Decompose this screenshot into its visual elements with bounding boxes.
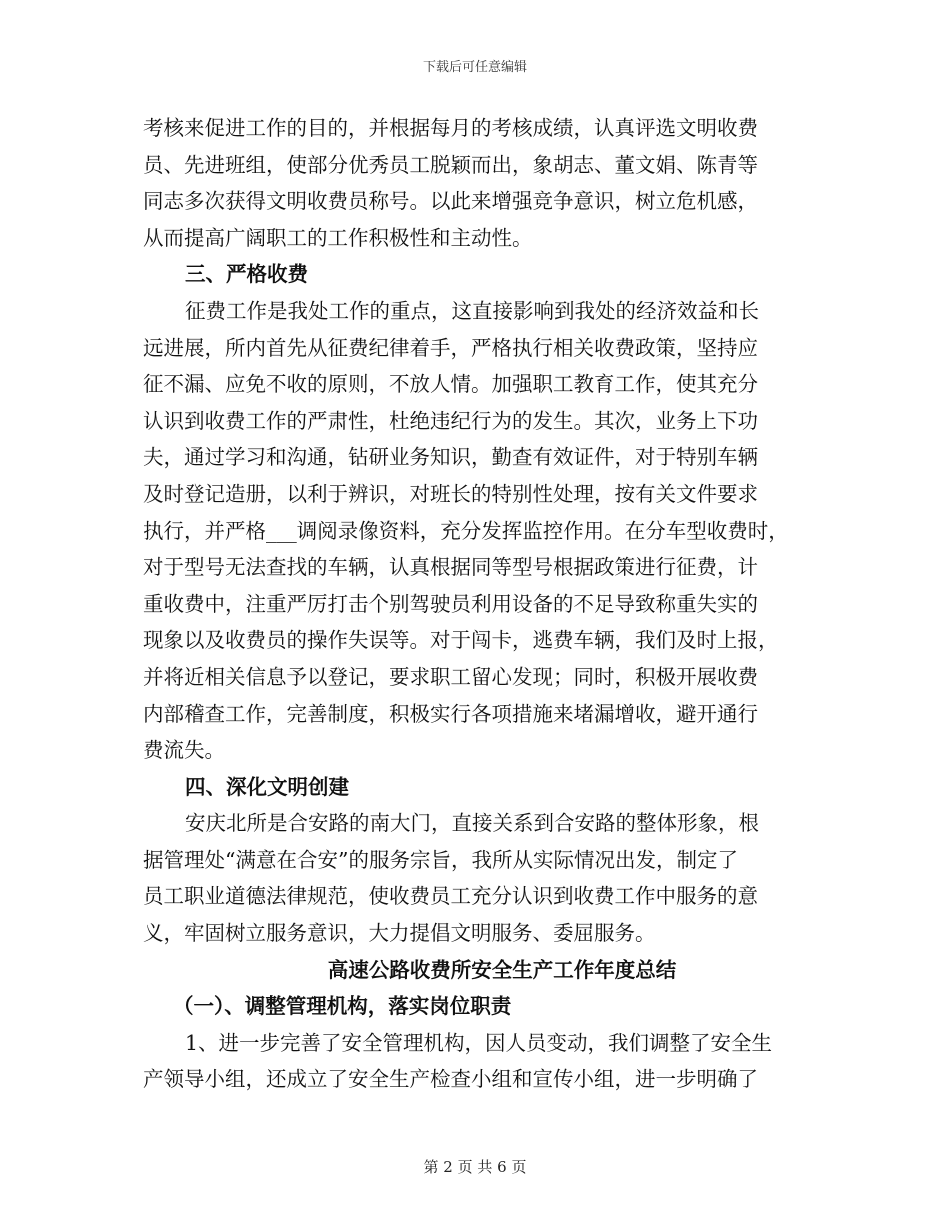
body-line: 夫，通过学习和沟通，钻研业务知识，勤查有效证件，对于特别车辆 [143,445,758,470]
body-line: 据管理处“满意在合安”的服务宗旨，我所从实际情况出发，制定了 [143,847,738,872]
body-line: 义，牢固树立服务意识，大力提倡文明服务、委屈服务。 [143,921,656,946]
document-title: 高速公路收费所安全生产工作年度总结 [327,957,677,982]
body-line: 产领导小组，还成立了安全生产检查小组和宣传小组，进一步明确了 [143,1067,758,1092]
paragraph-first-line: 征费工作是我处工作的重点，这直接影响到我处的经济效益和长 [185,298,759,323]
body-line: 费流失。 [143,738,225,763]
body-line: 重收费中，注重严厉打击个别驾驶员利用设备的不足导致称重失实的 [143,591,758,616]
document-body [143,110,823,1098]
body-line: 认识到收费工作的严肃性，杜绝违纪行为的发生。其次，业务上下功 [143,408,758,433]
body-line: 远进展，所内首先从征费纪律着手，严格执行相关收费政策，坚持应 [143,335,758,360]
body-line: 内部稽查工作，完善制度，积极实行各项措施来堵漏增收，避开通行 [143,701,758,726]
body-line: 并将近相关信息予以登记，要求职工留心发现；同时，积极开展收费 [143,664,758,689]
body-line: 征不漏、应免不收的原则，不放人情。加强职工教育工作，使其充分 [143,372,758,397]
body-line: 及时登记造册，以利于辨识，对班长的特别性处理，按有关文件要求 [143,481,758,506]
body-line: 员、先进班组，使部分优秀员工脱颖而出，象胡志、董文娟、陈青等 [143,152,758,177]
subsection-heading: （一）、调整管理机构，落实岗位职责 [173,994,512,1019]
body-line: 现象以及收费员的操作失误等。对于闯卡，逃费车辆，我们及时上报， [143,628,779,653]
body-line: 执行，并严格___调阅录像资料，充分发挥监控作用。在分车型收费时， [143,518,789,543]
section-heading-civilization: 四、深化文明创建 [185,774,349,799]
paragraph-first-line: 安庆北所是合安路的南大门，直接关系到合安路的整体形象，根 [185,811,759,836]
body-line: 员工职业道德法律规范，使收费员工充分认识到收费工作中服务的意 [143,884,758,909]
section-heading-strict-charging: 三、严格收费 [185,262,308,287]
header-note: 下载后可任意编辑 [422,60,527,75]
body-line: 对于型号无法查找的车辆，认真根据同等型号根据政策进行征费，计 [143,555,758,580]
page-number: 第 2 页 共 6 页 [423,1158,527,1176]
body-line: 从而提高广阔职工的工作积极性和主动性。 [143,225,533,250]
body-line: 考核来促进工作的目的，并根据每月的考核成绩，认真评选文明收费 [143,116,758,140]
paragraph-first-line: 1、进一步完善了安全管理机构，因人员变动，我们调整了安全生 [185,1030,773,1055]
body-line: 同志多次获得文明收费员称号。以此来增强竞争意识，树立危机感， [143,189,758,214]
